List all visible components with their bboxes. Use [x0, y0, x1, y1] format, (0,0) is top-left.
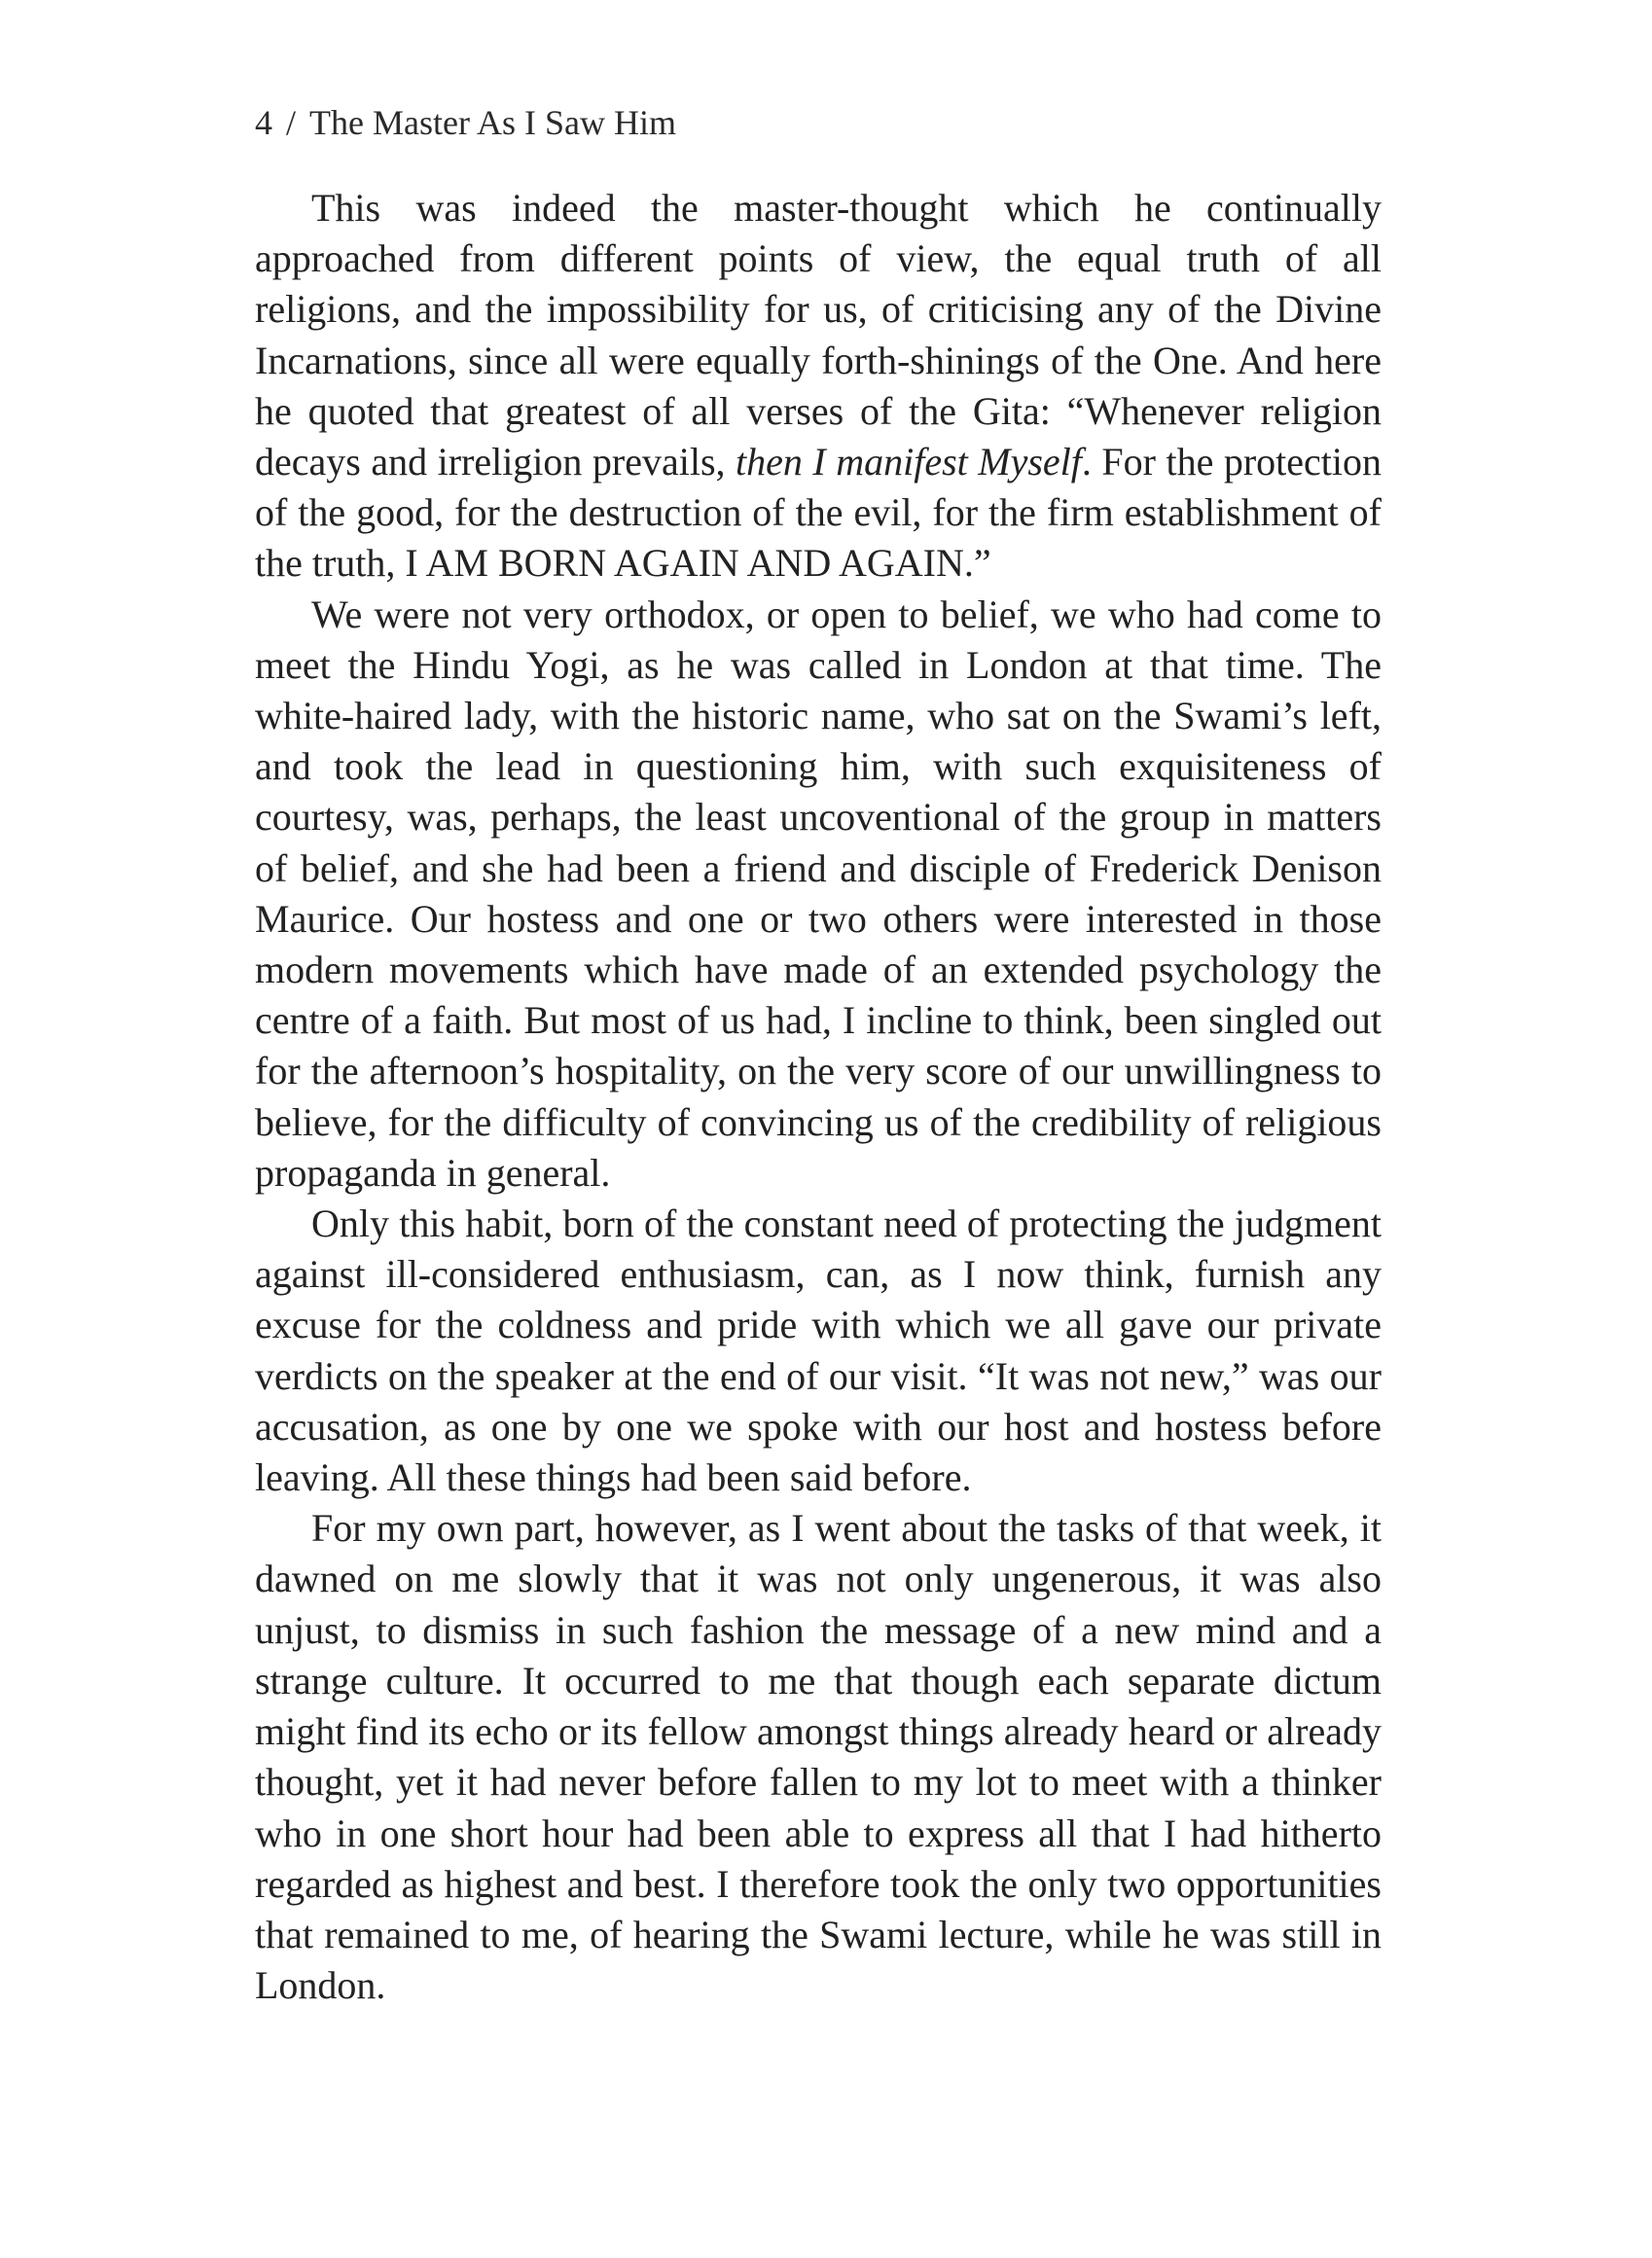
- paragraph-1-text-c: . For the protection of the good, for the destruction of the evil, for the firm establishment of the truth, I AM BORN AGAIN AND AGAIN.”: [255, 440, 1382, 586]
- page-number: 4: [255, 103, 272, 142]
- body-text: [255, 183, 1382, 2011]
- paragraph-1-italic-phrase: then I manifest Myself: [736, 440, 1082, 484]
- paragraph-4: For my own part, however, as I went about the tasks of that week, it dawned on me slowly that it was not only ungenerous, it was also unjust, to dismiss in such fashion the message of a new mind and a strange culture. It occurred to me that though each separate dictum might find its echo or its fellow amongst things already heard or already thought, yet it had never before fallen to my lot to meet with a thinker who in one short hour had been able to express all that I had hitherto regarded as highest and best. I therefore took the only two opportunities that remained to me, of hearing the Swami lecture, while he was still in London.: [255, 1506, 1382, 2008]
- paragraph-2: We were not very orthodox, or open to belief, we who had come to meet the Hindu Yogi, as he was called in London at that time. The white-haired lady, with the historic name, who sat on the Swami’s left, and took the lead in questioning him, with such exquisiteness of courtesy, was, perhaps, the least uncoventional of the group in matters of belief, and she had been a friend and disciple of Frederick Denison Maurice. Our hostess and one or two others were interested in those modern movements which have made of an extended psychology the centre of a faith. But most of us had, I incline to think, been singled out for the afternoon’s hospitality, on the very score of our unwillingness to believe, for the difficulty of convincing us of the credibility of religious propaganda in general.: [255, 591, 1382, 1195]
- paragraph-1-text-a: This was indeed the master-thought which he continually approached from different points of view, the equal truth of all religions, and the impossibility for us, of criticising any of the Divine Incarnations, since all were equally forth-shinings of the One. And here he quoted that greatest of all verses of the Gita: “Whenever religion decays and irreligion prevails,: [255, 186, 1382, 484]
- paragraph-1: [255, 183, 1382, 590]
- paragraph-3: Only this habit, born of the constant need of protecting the judgment against ill-considered enthusiasm, can, as I now think, furnish any excuse for the coldness and pride with which we all gave our private verdicts on the speaker at the end of our visit. “It was not new,” was our accusation, as one by one we spoke with our host and hostess before leaving. All these things had been said before.: [255, 1201, 1382, 1500]
- book-title: The Master As I Saw Him: [309, 103, 676, 142]
- header-separator: /: [286, 103, 297, 142]
- running-head: [255, 97, 676, 148]
